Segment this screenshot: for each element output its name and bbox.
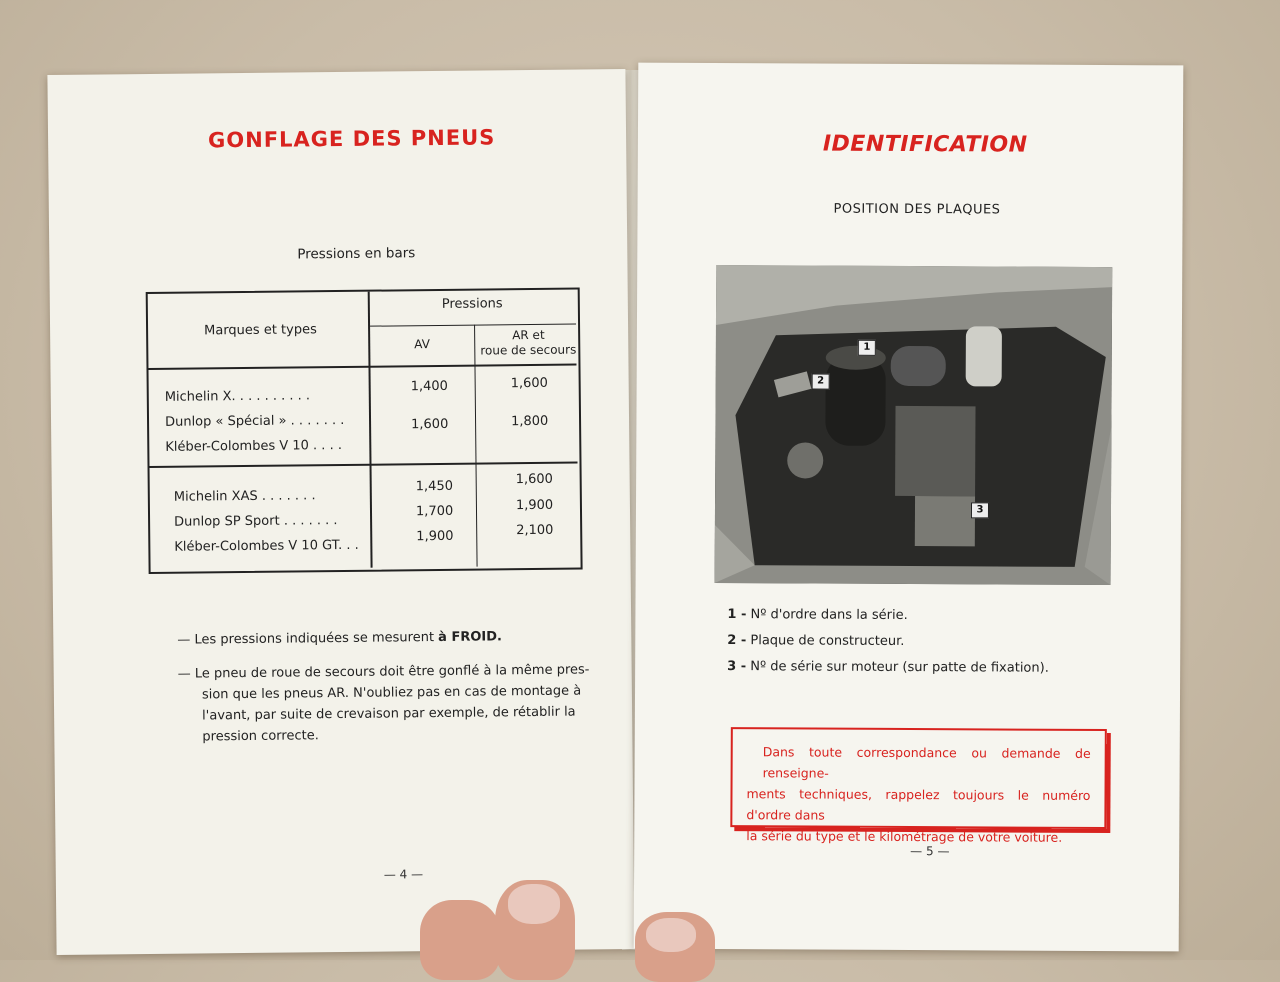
header-ar-1: AR et bbox=[512, 327, 545, 343]
note-cold-text: — Les pressions indiquées se mesurent bbox=[177, 629, 439, 648]
right-page bbox=[634, 63, 1184, 952]
engine-bay-illustration bbox=[715, 265, 1113, 585]
ar-value: 1,600 bbox=[510, 375, 548, 392]
notice-line: Dans toute correspondance ou demande de renseigne- bbox=[762, 744, 1091, 781]
photo-caption: POSITION DES PLAQUES bbox=[833, 201, 1001, 218]
correspondence-notice bbox=[730, 727, 1107, 845]
callout-3: 3 bbox=[971, 502, 989, 518]
ar-value: 2,100 bbox=[516, 522, 554, 539]
notice-line: ments techniques, rappelez toujours le numéro d'ordre dans bbox=[746, 786, 1091, 823]
av-value: 1,600 bbox=[411, 416, 449, 433]
brand-row: Michelin X. . . . . . . . . . bbox=[164, 388, 311, 405]
finger bbox=[420, 900, 500, 980]
note-spare-tyre bbox=[178, 659, 599, 747]
legend-item-2 bbox=[727, 633, 904, 649]
page-title-identification: IDENTIFICATION bbox=[822, 131, 1028, 158]
header-ar-2: roue de secours bbox=[480, 342, 577, 358]
tyre-pressure-table bbox=[146, 287, 583, 574]
brand-row: Dunlop SP Sport . . . . . . . bbox=[174, 513, 338, 530]
header-pressures: Pressions bbox=[441, 296, 503, 312]
note-cold-pressure bbox=[177, 626, 502, 650]
av-value: 1,900 bbox=[416, 528, 454, 545]
note-line: — Le pneu de roue de secours doit être gonflé à la même pres- bbox=[177, 662, 590, 682]
page-number-left: — 4 — bbox=[383, 867, 424, 882]
legend-text: Nº de série sur moteur (sur patte de fixation). bbox=[746, 659, 1049, 676]
fingernail bbox=[508, 884, 560, 924]
notice-line: la série du type et le kilométrage de votre voiture. bbox=[746, 828, 1063, 845]
av-value: 1,450 bbox=[415, 478, 454, 495]
legend-item-1 bbox=[727, 607, 907, 623]
legend-item-3 bbox=[727, 659, 1049, 676]
legend-num: 3 - bbox=[727, 659, 747, 675]
ar-value: 1,800 bbox=[510, 413, 549, 430]
page-title-tyre-inflation: GONFLAGE DES PNEUS bbox=[207, 125, 496, 153]
brand-row: Michelin XAS . . . . . . . bbox=[173, 488, 316, 505]
note-line: pression correcte. bbox=[202, 728, 319, 745]
left-page bbox=[47, 69, 634, 955]
page-number-right: — 5 — bbox=[910, 844, 950, 859]
av-value: 1,700 bbox=[415, 503, 454, 520]
engine-bay-photo bbox=[715, 265, 1113, 585]
brand-row: Kléber-Colombes V 10 . . . . bbox=[165, 437, 343, 455]
callout-1: 1 bbox=[858, 340, 876, 356]
table-caption: Pressions en bars bbox=[297, 245, 416, 263]
legend-text: Nº d'ordre dans la série. bbox=[746, 607, 908, 623]
ar-value: 1,900 bbox=[515, 497, 554, 514]
ar-value: 1,600 bbox=[515, 471, 553, 488]
note-line: l'avant, par suite de crevaison par exemple, de rétablir la bbox=[202, 704, 576, 724]
brand-row: Kléber-Colombes V 10 GT. . . bbox=[174, 537, 359, 555]
legend-num: 2 - bbox=[727, 633, 747, 649]
fingernail bbox=[646, 918, 696, 952]
callout-2: 2 bbox=[812, 373, 830, 389]
note-cold-bold: à FROID. bbox=[438, 629, 503, 645]
note-line: sion que les pneus AR. N'oubliez pas en cas de montage à bbox=[201, 683, 582, 703]
header-av: AV bbox=[414, 337, 430, 352]
legend-text: Plaque de constructeur. bbox=[746, 633, 905, 649]
header-brands: Marques et types bbox=[204, 322, 317, 339]
brand-row: Dunlop « Spécial » . . . . . . . bbox=[164, 412, 345, 430]
av-value: 1,400 bbox=[410, 378, 448, 395]
legend-num: 1 - bbox=[727, 607, 747, 623]
